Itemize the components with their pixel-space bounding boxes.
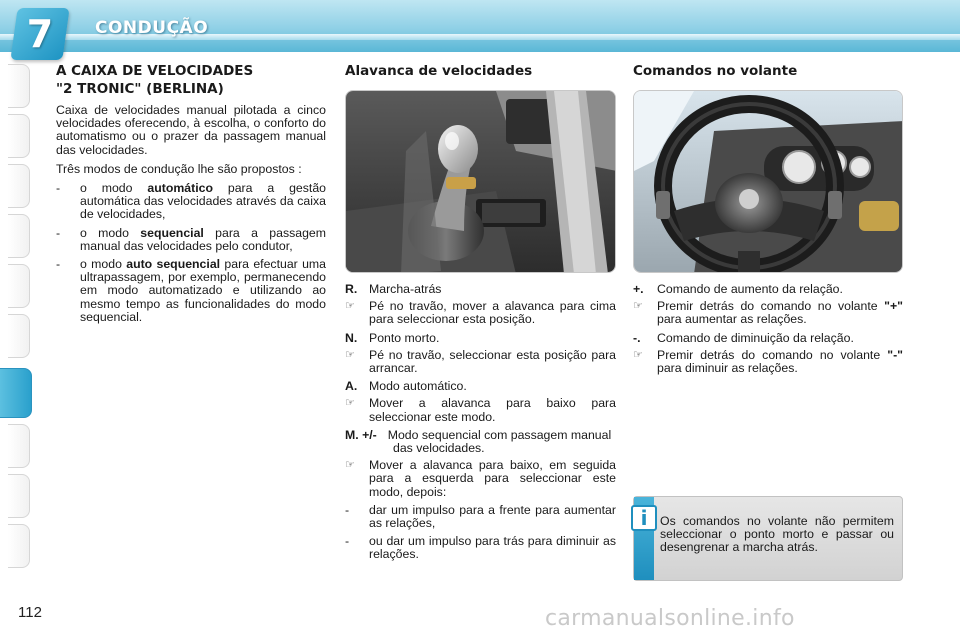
instruction-pre: Premir detrás do comando no volante	[657, 299, 885, 314]
pointing-hand-icon: ☞	[345, 459, 355, 472]
instruction-item	[345, 349, 616, 375]
instruction-text: Pé no travão, seleccionar esta posição para arrancar.	[369, 347, 616, 376]
section-title	[56, 62, 326, 98]
steering-controls-column	[633, 62, 903, 380]
position-key: R.	[345, 282, 358, 296]
chapter-tab-strip	[0, 62, 34, 582]
chapter-title: CONDUÇÃO	[95, 18, 209, 38]
mode-pre: o modo	[80, 181, 148, 196]
gear-lever-column	[345, 62, 616, 567]
mode-desc: para efectuar uma ultrapassagem, por exemplo, permanecendo em modo automatizado e utilizando ao mesmo tempo as funcionalidades do modo sequencial.	[80, 257, 326, 324]
sub-instruction-text: ou dar um impulso para trás para diminuir as relações.	[369, 534, 616, 562]
pointing-hand-icon: ☞	[345, 300, 355, 313]
instruction-item	[633, 349, 903, 375]
instruction-post: para diminuir as relações.	[657, 361, 798, 376]
position-label: Marcha-atrás	[369, 282, 442, 296]
instruction-text	[657, 349, 903, 375]
sub-instruction-item	[345, 535, 616, 561]
mode-text	[80, 227, 326, 253]
gearbox-intro-column	[56, 62, 326, 329]
steering-wheel-illustration	[634, 91, 903, 273]
control-key: +.	[633, 282, 644, 296]
dash-mark: -	[56, 257, 61, 272]
control-minus	[633, 332, 903, 345]
info-box	[633, 496, 903, 581]
chapter-tab[interactable]	[8, 264, 30, 308]
chapter-tab[interactable]	[8, 314, 30, 358]
pointing-hand-icon: ☞	[633, 348, 643, 361]
chapter-tab-active[interactable]	[0, 368, 32, 418]
mode-pre: o modo	[80, 225, 141, 240]
instruction-text: Pé no travão, mover a alavanca para cima para seleccionar esta posição.	[369, 299, 616, 327]
sub-instruction-item	[345, 504, 616, 530]
intro-paragraph: Caixa de velocidades manual pilotada a cinco velocidades oferecendo, à escolha, o conforto do automatismo ou o prazer da passagem manual das velocidades.	[56, 103, 326, 157]
position-n	[345, 332, 616, 345]
instruction-item	[345, 459, 616, 499]
position-key: A.	[345, 379, 358, 394]
instruction-text: Mover a alavanca para baixo para seleccionar este modo.	[369, 396, 616, 424]
mode-pre: o modo	[80, 257, 127, 272]
pointing-hand-icon: ☞	[633, 300, 643, 313]
position-key: M. +/-	[345, 427, 377, 442]
chapter-tab[interactable]	[8, 524, 30, 568]
chapter-tab[interactable]	[8, 114, 30, 158]
instruction-text	[657, 300, 903, 326]
info-text: Os comandos no volante não permitem seleccionar o ponto morto e passar ou desengrenar a marcha atrás.	[660, 514, 894, 555]
instruction-post: para aumentar as relações.	[657, 312, 807, 327]
mode-item	[56, 227, 326, 253]
chapter-tab[interactable]	[8, 424, 30, 468]
dash-mark: -	[56, 225, 61, 240]
section-title-line1: A CAIXA DE VELOCIDADES	[56, 63, 254, 79]
mode-name: auto sequencial	[126, 257, 221, 272]
position-label: Modo sequencial com passagem manual das velocidades.	[387, 427, 612, 456]
chapter-tab[interactable]	[8, 474, 30, 518]
mode-item	[56, 182, 326, 222]
watermark: carmanualsonline.info	[545, 606, 795, 631]
mode-name: sequencial	[140, 225, 204, 240]
section-title-line2: "2 TRONIC" (BERLINA)	[56, 81, 224, 97]
dash-mark: -	[56, 181, 61, 196]
pointing-hand-icon: ☞	[345, 348, 355, 361]
mode-desc: para a passagem manual das velocidades pelo condutor,	[80, 225, 327, 253]
mode-text	[80, 182, 326, 222]
instruction-symbol: "+"	[884, 299, 903, 314]
mode-item	[56, 258, 326, 324]
control-key: -.	[633, 330, 641, 345]
control-label: Comando de diminuição da relação.	[657, 330, 854, 345]
instruction-pre: Premir detrás do comando no volante	[657, 347, 888, 362]
mode-desc: para a gestão automática das velocidades através da caixa de velocidades,	[80, 181, 326, 222]
gear-lever-illustration	[346, 91, 616, 273]
modes-intro: Três modos de condução lhe são propostos :	[56, 161, 302, 176]
steering-wheel-photo	[633, 90, 903, 273]
position-key: N.	[345, 330, 358, 345]
position-a	[345, 380, 616, 393]
gear-lever-photo	[345, 90, 616, 273]
position-label: Modo automático.	[369, 379, 467, 394]
pointing-hand-icon: ☞	[345, 397, 355, 410]
gear-lever-title: Alavanca de velocidades	[345, 63, 533, 79]
dash-mark: -	[345, 502, 350, 517]
sub-instruction-text: dar um impulso para a frente para aumentar as relações,	[369, 502, 616, 531]
chapter-tab[interactable]	[8, 214, 30, 258]
control-label: Comando de aumento da relação.	[657, 282, 843, 296]
position-r	[345, 283, 616, 296]
instruction-text: Mover a alavanca para baixo, em seguida para a esquerda para seleccionar este modo, depois:	[369, 458, 616, 499]
control-plus	[633, 283, 903, 296]
chapter-number: 7	[26, 12, 54, 56]
mode-name: automático	[147, 181, 213, 196]
instruction-item	[345, 300, 616, 326]
chapter-tab[interactable]	[8, 164, 30, 208]
steering-controls-title: Comandos no volante	[633, 63, 798, 79]
page-number: 112	[18, 604, 42, 621]
mode-text	[80, 258, 326, 324]
instruction-symbol: "-"	[887, 347, 903, 362]
info-icon: i	[631, 505, 657, 531]
instruction-item	[633, 300, 903, 326]
dash-mark: -	[345, 534, 350, 549]
position-label: Ponto morto.	[369, 330, 440, 345]
chapter-tab[interactable]	[8, 64, 30, 108]
instruction-item	[345, 397, 616, 423]
position-m	[345, 429, 616, 455]
